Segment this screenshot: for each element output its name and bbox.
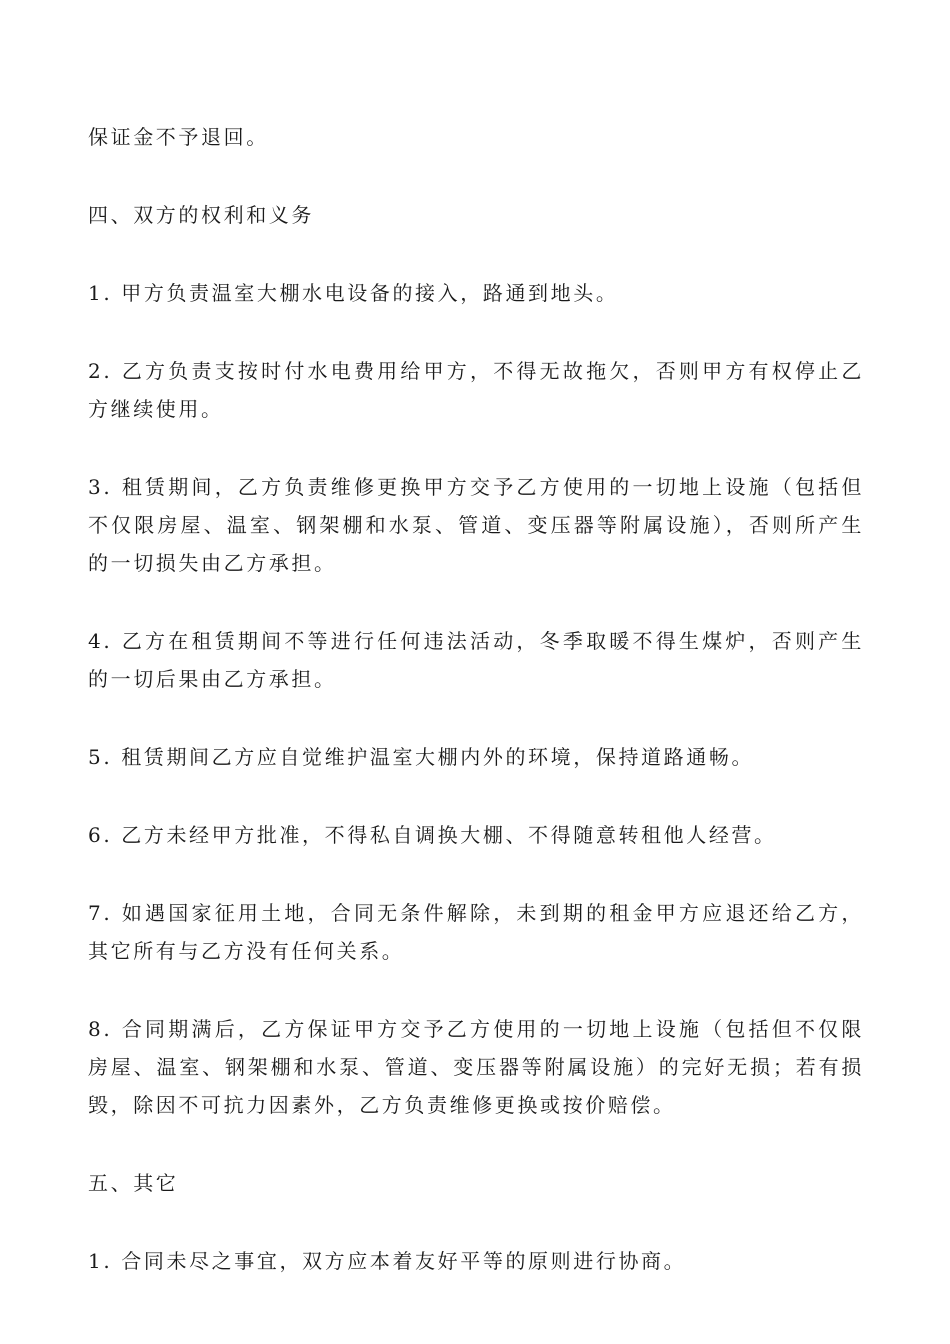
section-heading-other: 五、其它 xyxy=(88,1171,179,1195)
clause-4-2: 2. 乙方负责支按时付水电费用给甲方，不得无故拖欠，否则甲方有权停止乙方继续使用。 xyxy=(88,359,864,421)
document-body xyxy=(88,118,864,1320)
clause-4-5: 5. 租赁期间乙方应自觉维护温室大棚内外的环境，保持道路通畅。 xyxy=(88,745,755,769)
section-heading-rights-obligations: 四、双方的权利和义务 xyxy=(88,203,314,227)
clause-4-6: 6. 乙方未经甲方批准，不得私自调换大棚、不得随意转租他人经营。 xyxy=(88,823,777,847)
clause-5-1: 1. 合同未尽之事宜，双方应本着友好平等的原则进行协商。 xyxy=(88,1249,687,1273)
clause-4-8: 8. 合同期满后，乙方保证甲方交予乙方使用的一切地上设施（包括但不仅限房屋、温室、钢架棚和水泵、管道、变压器等附属设施）的完好无损；若有损毁，除因不可抗力因素外，乙方负责维修更换或按价赔偿。 xyxy=(88,1017,864,1117)
clause-4-4: 4. 乙方在租赁期间不等进行任何违法活动，冬季取暖不得生煤炉，否则产生的一切后果由乙方承担。 xyxy=(88,629,864,691)
clause-4-7: 7. 如遇国家征用土地，合同无条件解除，未到期的租金甲方应退还给乙方，其它所有与乙方没有任何关系。 xyxy=(88,901,864,963)
clause-4-1: 1. 甲方负责温室大棚水电设备的接入，路通到地头。 xyxy=(88,281,619,305)
paragraph-deposit-note: 保证金不予退回。 xyxy=(88,125,269,149)
clause-4-3: 3. 租赁期间，乙方负责维修更换甲方交予乙方使用的一切地上设施（包括但不仅限房屋、温室、钢架棚和水泵、管道、变压器等附属设施），否则所产生的一切损失由乙方承担。 xyxy=(88,475,864,575)
